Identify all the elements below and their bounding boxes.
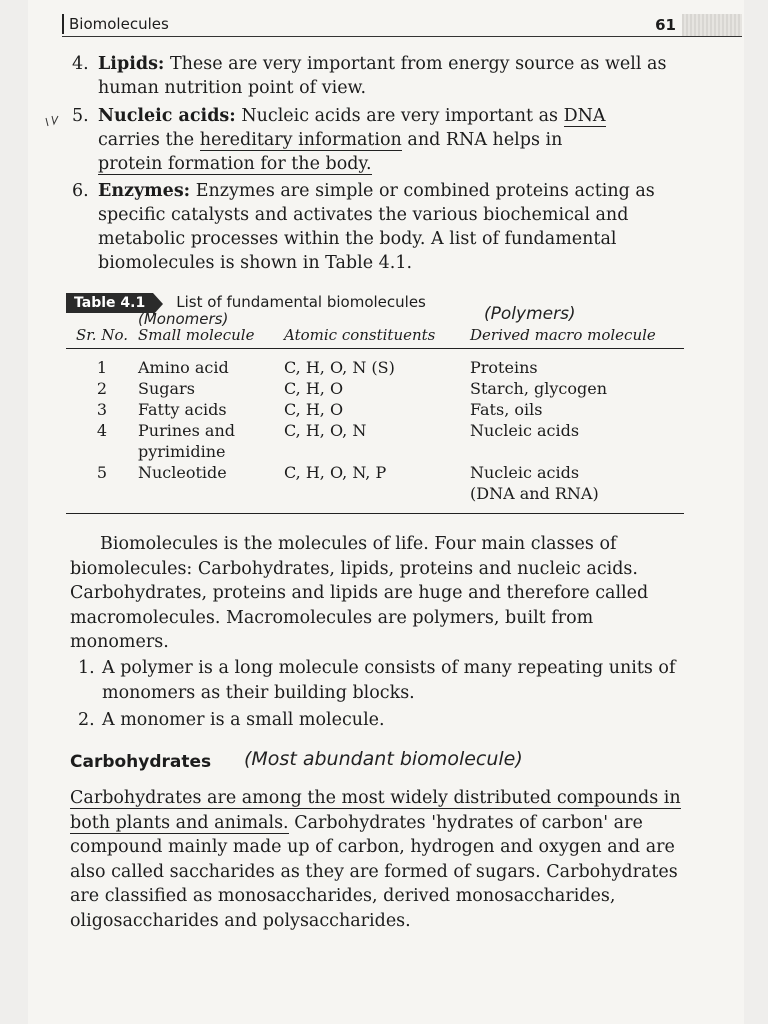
underlined-protein-formation: protein formation for the body. xyxy=(98,154,372,174)
item-text: Enzymes are simple or combined proteins acting as specific catalysts and activates the various biochemical and metabolic processes within the body. A list of fundamental biomolecules is shown in Table 4.1. xyxy=(98,181,655,273)
cell-small xyxy=(138,420,284,462)
cell-atoms: C, H, O, N xyxy=(284,420,367,440)
item-term: Nucleic acids: xyxy=(98,106,236,126)
item-term: Enzymes: xyxy=(98,181,191,201)
point-text: A monomer is a small molecule. xyxy=(102,710,385,730)
handwritten-note: (Most abundant biomolecule) xyxy=(244,748,523,770)
cell-macro-line1: Nucleic acids xyxy=(470,462,580,482)
table-row xyxy=(66,399,684,420)
point-number: 1. xyxy=(78,658,95,678)
cell-small: Fatty acids xyxy=(138,399,227,419)
table-row xyxy=(66,378,684,399)
cell-macro: Nucleic acids xyxy=(470,420,580,440)
underlined-dna: DNA xyxy=(563,106,606,126)
list-item-nucleic-acids xyxy=(72,104,684,176)
underlined-hereditary: hereditary information xyxy=(199,130,402,150)
margin-scribble xyxy=(40,110,70,140)
cell-small-line1: Purines and xyxy=(138,420,235,440)
list-item-enzymes xyxy=(72,179,684,275)
handwritten-monomers: (Monomers) xyxy=(138,310,229,328)
cell-atoms: C, H, O xyxy=(284,378,344,398)
section-heading-carbohydrates: Carbohydrates xyxy=(70,752,212,772)
item-text: These are very important from energy source as well as human nutrition point of view. xyxy=(98,54,667,98)
cell-macro: Starch, glycogen xyxy=(470,378,608,398)
table-caption: List of fundamental biomolecules xyxy=(176,293,426,311)
cell-macro xyxy=(470,462,684,504)
cell-small: Sugars xyxy=(138,378,195,398)
cell-atoms: C, H, O, N (S) xyxy=(284,357,395,377)
col-header: Derived macro molecule xyxy=(470,322,684,349)
item-number: 4. xyxy=(72,54,89,74)
cell-small: Amino acid xyxy=(138,357,229,377)
chapter-title: Biomolecules xyxy=(62,14,169,34)
col-header: Small molecule xyxy=(138,322,284,349)
item-text: carries the xyxy=(98,130,200,150)
point-monomer xyxy=(78,708,686,733)
biomolecules-table xyxy=(66,322,684,504)
cell-macro: Proteins xyxy=(470,357,538,377)
table-row xyxy=(66,420,684,462)
cell-macro: Fats, oils xyxy=(470,399,543,419)
col-header: Atomic constituents xyxy=(284,322,470,349)
point-number: 2. xyxy=(78,710,95,730)
cell-no: 1 xyxy=(96,357,108,377)
table-row xyxy=(66,462,684,504)
table-tag: Table 4.1 xyxy=(66,293,153,313)
cell-atoms: C, H, O xyxy=(284,399,344,419)
item-text: and RNA helps in xyxy=(401,130,563,150)
col-header: Sr. No. xyxy=(66,322,138,349)
table-bottom-rule xyxy=(66,513,684,514)
table-label xyxy=(66,292,426,313)
cell-small-line2: pyrimidine xyxy=(138,441,226,461)
underlined-sentence: Carbohydrates are among the most widely distributed compounds in both plants and animals. xyxy=(70,788,681,833)
cell-atoms: C, H, O, N, P xyxy=(284,462,387,482)
paragraph-text: Carbohydrates 'hydrates of carbon' are compound mainly made up of carbon, hydrogen and oxygen and are also called saccharides as they are formed of sugars. Carbohydrates are classified as monosaccharides, derived monosaccharides, oligosaccharides and polysaccharides. xyxy=(70,812,678,931)
item-number: 5. xyxy=(72,106,89,126)
header-band xyxy=(682,14,742,36)
cell-small: Nucleotide xyxy=(138,462,227,482)
item-term: Lipids: xyxy=(98,54,165,74)
table-row xyxy=(66,357,684,378)
cell-no: 3 xyxy=(96,399,108,419)
item-text: Nucleic acids are very important as xyxy=(241,106,564,126)
point-text: A polymer is a long molecule consists of many repeating units of monomers as their building blocks. xyxy=(102,658,676,703)
header-rule xyxy=(62,36,742,37)
table-header-row xyxy=(66,322,684,349)
cell-no: 5 xyxy=(96,462,108,482)
handwritten-polymers: (Polymers) xyxy=(484,304,576,324)
paragraph-carbohydrates xyxy=(70,786,686,933)
list-item-lipids xyxy=(72,52,684,100)
cell-macro-line2: (DNA and RNA) xyxy=(470,483,599,503)
item-number: 6. xyxy=(72,181,89,201)
cell-no: 4 xyxy=(96,420,108,440)
paragraph-biomolecules: Biomolecules is the molecules of life. Four main classes of biomolecules: Carbohydrates, lipids, proteins and nucleic acids. Carbohydrates, proteins and lipids are huge and therefore called macromolecules. Macromolecules are polymers, built from monomers. xyxy=(70,534,649,652)
page-number: 61 xyxy=(655,16,676,34)
cell-no: 2 xyxy=(96,378,108,398)
point-polymer xyxy=(78,656,686,705)
